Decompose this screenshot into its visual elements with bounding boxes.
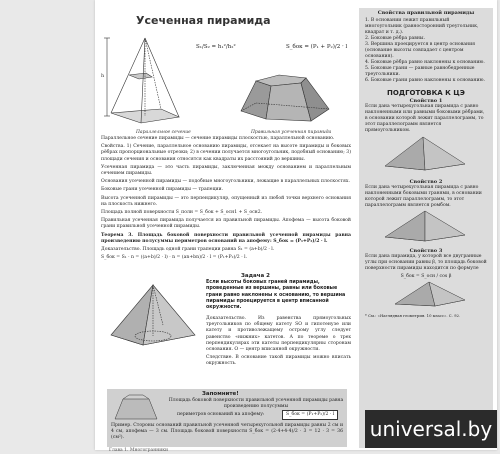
exam-prep-title: ПОДГОТОВКА К ЦЭ: [387, 89, 465, 97]
property-item: 5. Боковые грани — равные равнобедренные треугольники.: [365, 66, 475, 77]
property-item: 3. Вершина проецируется в центр основания (основание высоты совпадает с центром основания).: [365, 42, 476, 59]
property-item: 2. Боковые рёбра равны.: [365, 36, 426, 41]
remember-text1: Площадь боковой поверхности правильной усеченной пирамиды равна произведению полусуммы: [168, 398, 344, 410]
paragraph: Свойства. 1) Сечение, параллельное основанию пирамиды, отсекает на высоте пирамиды и боковых рёбрах пропорциональные отрезки; 2) в сечении получается многоугольник, подобный основанию; 3) площади сечения и основания относятся как квадраты их расстояний до вершины.: [101, 144, 351, 162]
paragraph: Боковые грани усеченной пирамиды — трапеции.: [101, 187, 224, 193]
parallel-section-figure: [101, 38, 179, 123]
paragraph: Высота усеченной пирамиды — это перпендикуляр, опущенный из любой точки верхнего основания на плоскость нижнего.: [101, 195, 351, 207]
paragraph: Доказательство. Площадь одной грани трапеции равна S₁ = (a+b)/2 · l.: [101, 247, 275, 253]
property-3-text: Если дана пирамида, у которой все двугранные углы при основании равны β, то площадь боковой поверхности пирамиды находится по формуле: [365, 254, 487, 271]
paragraph: Основания усеченной пирамиды — подобные многоугольники, лежащие в параллельных плоскостях.: [101, 179, 350, 185]
property-1-title: Свойство 1: [409, 98, 443, 104]
property-3-formula: S_бок = S_осн / cos β: [400, 274, 452, 279]
textbook-page: [95, 0, 497, 453]
property-1-box: [365, 98, 487, 177]
remember-example: Пример. Стороны оснований правильной усеченной четырехугольной пирамиды равны 2 см и 4 см, апофема — 3 см. Площадь боковой поверхности S_бок = (2·4+4·4)/2 · 3 = 12 · 3 = 36 (см²).: [111, 423, 343, 441]
pyramid-figures: [101, 33, 351, 138]
task2-pyramid-figure: [103, 280, 203, 350]
property-3-title: Свойство 3: [409, 248, 443, 254]
area-formula: S_бок = (P₁ + P₂)/2 · l: [286, 44, 348, 50]
paragraph: S_бок = S₁ · n = ((a+b)/2 · l) · n = (an+bn)/2 · l = (P₁+P₂)/2 · l.: [101, 255, 248, 261]
task2-corollary: Следствие. В основание такой пирамиды можно вписать окружность.: [206, 355, 351, 367]
property-1-text: Если дана четырехугольная пирамида с равно наклоненными или равными боковыми рёбрами, в основании которой лежит параллелограмм, то этот параллелограмм является прямоугольником.: [365, 104, 485, 133]
property-2-title: Свойство 2: [409, 179, 443, 185]
paragraph: Усеченная пирамида — это часть пирамиды, заключенная между основанием и параллельным сечением пирамиды.: [101, 164, 351, 177]
page-title: Усеченная пирамида: [136, 14, 271, 27]
properties-title: Свойства правильной пирамиды: [377, 10, 475, 16]
ratio-formula: S₁/S₂ = h₁²/h₂²: [196, 44, 236, 50]
properties-box: [365, 10, 487, 84]
truncated-pyramid-figure: [241, 75, 329, 121]
property-1-figure: [365, 134, 485, 174]
page-footer: Глава 1. Многогранники: [109, 448, 169, 453]
task2-solution: [206, 316, 351, 368]
remember-formula: S_бок = (P₁+P₂)/2 · l: [282, 410, 338, 420]
remember-box: [107, 389, 347, 447]
theorem: Теорема 3. Площадь боковой поверхности правильной усеченной пирамиды равна произведению полусуммы периметров оснований на апофему: S_бок = (P₁+P₂)/2 · l.: [101, 232, 351, 244]
property-item: 1. В основании лежит правильный многоугольник (равносторонний треугольник, квадрат и т. д.).: [365, 18, 479, 35]
property-2-text: Если дана четырехугольная пирамида с равно наклоненными боковыми гранями, в основании которой лежит параллелограмм, то этот параллелограмм является ромбом.: [365, 185, 482, 208]
truncated-pyramid-small-figure: [111, 393, 161, 423]
right-sidebar: [359, 8, 493, 448]
property-3-figure: [365, 280, 485, 310]
paragraph: Площадь полной поверхности S_полн = S_бок + S_осн1 + S_осн2.: [101, 210, 263, 216]
body-text: [101, 136, 351, 263]
property-3-box: [365, 248, 487, 319]
footnote: * См.: «Наглядная геометрия. 10 класс». С. 92.: [365, 313, 461, 318]
paragraph: Параллельное сечение пирамиды — сечение пирамиды плоскостью, параллельной основанию.: [101, 136, 335, 141]
remember-text2: периметров оснований на апофему:: [177, 412, 265, 417]
task2-statement: Если высоты боковых граней пирамиды, проведенные из вершины, равны или боковые грани равно наклонены к основанию, то вершина пирамиды проецируется в центр вписанной окружности.: [206, 280, 346, 311]
left-column: [101, 8, 351, 453]
caption-left: Параллельное сечение: [136, 130, 191, 135]
property-2-box: [365, 179, 487, 246]
caption-right: Правильная усеченная пирамида: [251, 130, 332, 135]
property-2-figure: [365, 209, 485, 243]
watermark-logo: universal.by: [365, 410, 497, 448]
task2-title: Задача 2: [241, 273, 271, 279]
figure-area: [101, 33, 351, 138]
remember-title: Запомните!: [202, 391, 239, 397]
paragraph: Правильная усеченная пирамида получается из правильной пирамиды. Апофема — высота боковой грани правильной усеченной пирамиды.: [101, 218, 351, 230]
property-item: 4. Боковые рёбра равно наклонены к основанию.: [365, 60, 485, 65]
property-item: 6. Боковые грани равно наклонены к основанию.: [365, 78, 485, 83]
task2-proof: Доказательство. Из равенства прямоугольных треугольников по общему катету SO и гипотенузе или катету и противолежащему острому углу следует равенство «нижних» катетов. А по теореме о трех перпендикулярах эти катеты перпендикулярны сторонам основания. О — центр вписанной окружности.: [206, 316, 351, 353]
svg-text:h: h: [101, 73, 105, 79]
